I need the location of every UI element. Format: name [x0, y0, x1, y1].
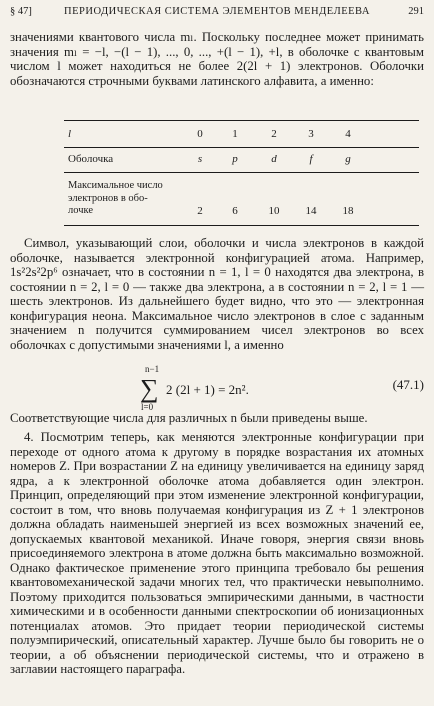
sum-lower-limit: l=0 — [141, 402, 154, 412]
cell-max-1: 6 — [232, 205, 238, 217]
row-label-l: l — [68, 128, 72, 140]
cell-shell-0: s — [197, 153, 203, 165]
equation-number: (47.1) — [392, 377, 424, 392]
cell-max-4: 18 — [342, 205, 354, 217]
paragraph-1: значениями квантового числа mₗ. Поскольку последнее может принимать значения mₗ = −l, −(l − 1), ..., 0, ..., +(l − 1), +l, в оболочке с квантовым числом l может находиться не более 2(2l + 1) электронов. Оболочки обозначаются строчными буквами латинского алфавита, а именно: — [10, 30, 424, 88]
cell-shell-3: f — [309, 153, 313, 165]
cell-max-2: 10 — [268, 205, 280, 217]
page-number: 291 — [408, 6, 424, 17]
table-mid-rule — [64, 172, 419, 173]
cell-l-1: 1 — [232, 128, 238, 140]
cell-shell-1: p — [232, 153, 238, 165]
table-top-rule — [64, 120, 419, 121]
paragraph-2: Символ, указывающий слои, оболочки и числа электронов в каждой оболочке, называется электронной конфигурацией атома. Например, 1s²2s²2p⁶ означает, что в состоянии n = 1, l = 0 находятся два электрона, в состоянии n = 2, l = 0 — также два электрона, а в состоянии n = 2, l = 1 — шесть электронов. Из дальнейшего будет видно, что это — электронная конфигурация неона. Максимальное число электронов в слое с заданным значением n получится суммированием чисел электронов во всех оболочках с допустимыми значениями l, а именно — [10, 236, 424, 352]
cell-max-0: 2 — [197, 205, 203, 217]
table-bottom-rule — [64, 225, 419, 226]
paragraph-3: Соответствующие числа для различных n были приведены выше. — [10, 411, 368, 425]
row-label-max: Максимальное число электронов в обо- лочке — [68, 180, 163, 216]
cell-max-3: 14 — [305, 205, 317, 217]
cell-shell-2: d — [271, 153, 277, 165]
running-header — [10, 6, 424, 20]
sum-sign: ∑ — [140, 374, 159, 403]
paragraph-4: 4. Посмотрим теперь, как меняются электронные конфигурации при переходе от одного атома к другому в порядке возрастания их атомных номеров Z. При возрастании Z на единицу увеличивается на единицу заряд ядра, а к электронной оболочке атома добавляется один электрон. Принцип, определяющий при этом изменение электронной конфигурации, состоит в том, что вновь получаемая конфигурация из Z + 1 электронов должна обладать наименьшей энергией из всех возможных значений ее, допускаемых квантовой механикой. Иначе говоря, энергия связи вновь присоединяемого электрона в атоме должна быть максимально возможной. Однако фактическое применение этого принципа требовало бы решения квантовомеханической задачи многих тел, что практически невыполнимо. Поэтому приходится пользоваться эмпирическими данными, в частности химическими и в особенности данными спектроскопии об ионизационных потенциалах атомов. Это придает теории периодической системы полуэмпирический, описательный характер. Лучше было бы говорить не о теории, а об объяснении периодической системы, что и отражено в заглавии настоящего параграфа. — [10, 430, 424, 676]
cell-l-4: 4 — [345, 128, 351, 140]
table-header-rule — [64, 147, 419, 148]
running-title: ПЕРИОДИЧЕСКАЯ СИСТЕМА ЭЛЕМЕНТОВ МЕНДЕЛЕЕВА — [64, 6, 370, 17]
cell-l-0: 0 — [197, 128, 203, 140]
cell-shell-4: g — [345, 153, 351, 165]
formula-expression: 2 (2l + 1) = 2n². — [166, 382, 249, 397]
cell-l-2: 2 — [271, 128, 277, 140]
cell-l-3: 3 — [308, 128, 314, 140]
sum-upper-limit: n−1 — [145, 364, 160, 374]
section-number: § 47] — [10, 6, 32, 17]
row-label-shell: Оболочка — [68, 153, 114, 165]
